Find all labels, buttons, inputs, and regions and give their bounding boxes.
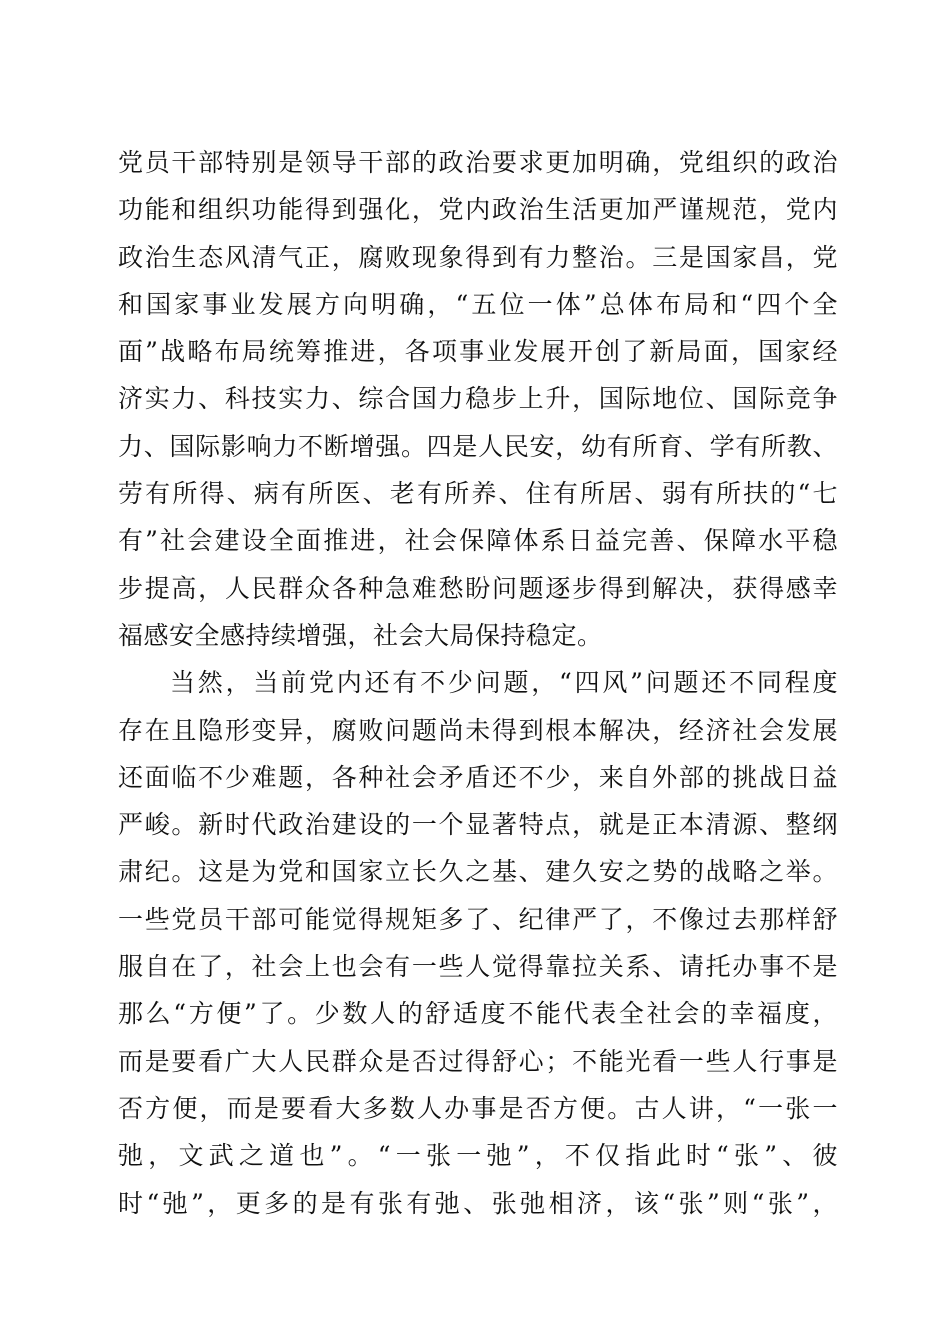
text-line-paragraph-end: 福感安全感持续增强，社会大局保持稳定。 [118, 620, 603, 650]
text-line: 肃纪。这是为党和国家立长久之基、建久安之势的战略之举。 [118, 857, 838, 887]
text-line: 有”社会建设全面推进，社会保障体系日益完善、保障水平稳 [118, 526, 838, 556]
body-text [118, 139, 838, 1227]
text-line: 劳有所得、病有所医、老有所养、住有所居、弱有所扶的“七 [118, 479, 838, 509]
text-line: 一些党员干部可能觉得规矩多了、纪律严了，不像过去那样舒 [118, 904, 838, 934]
text-line: 严峻。新时代政治建设的一个显著特点，就是正本清源、整纲 [118, 810, 838, 840]
text-line: 党员干部特别是领导干部的政治要求更加明确，党组织的政治 [118, 148, 838, 177]
text-line: 那么“方便”了。少数人的舒适度不能代表全社会的幸福度， [118, 999, 838, 1029]
text-line: 时“弛”，更多的是有张有弛、张弛相济，该“张”则“张”， [118, 1188, 838, 1218]
text-line: 力、国际影响力不断增强。四是人民安，幼有所育、学有所教、 [118, 431, 838, 461]
text-line: 还面临不少难题，各种社会矛盾还不少，来自外部的挑战日益 [118, 762, 838, 792]
text-line: 步提高，人民群众各种急难愁盼问题逐步得到解决，获得感幸 [118, 573, 838, 603]
text-line: 政治生态风清气正，腐败现象得到有力整治。三是国家昌，党 [118, 242, 838, 272]
text-line: 面”战略布局统筹推进，各项事业发展开创了新局面，国家经 [118, 337, 838, 367]
text-line: 和国家事业发展方向明确，“五位一体”总体布局和“四个全 [118, 289, 838, 319]
text-line: 弛，文武之道也”。“一张一弛”，不仅指此时“张”、彼 [118, 1141, 838, 1171]
text-line: 服自在了，社会上也会有一些人觉得靠拉关系、请托办事不是 [118, 952, 838, 982]
text-line: 功能和组织功能得到强化，党内政治生活更加严谨规范，党内 [118, 195, 838, 225]
text-line-paragraph-start: 当然，当前党内还有不少问题，“四风”问题还不同程度 [170, 668, 838, 698]
text-line: 存在且隐形变异，腐败问题尚未得到根本解决，经济社会发展 [118, 715, 838, 745]
text-line: 济实力、科技实力、综合国力稳步上升，国际地位、国际竞争 [118, 384, 838, 414]
text-line: 否方便，而是要看大多数人办事是否方便。古人讲，“一张一 [118, 1093, 838, 1123]
text-line: 而是要看广大人民群众是否过得舒心；不能光看一些人行事是 [118, 1046, 838, 1076]
